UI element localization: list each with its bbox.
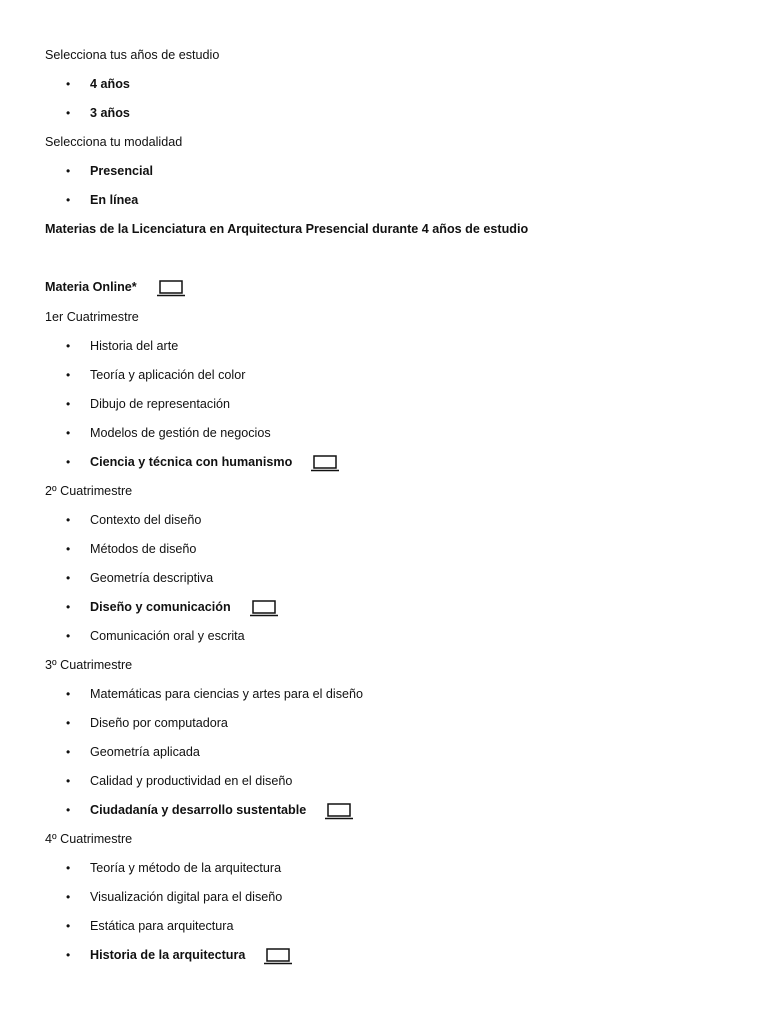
subject-item [66, 941, 293, 970]
bullet-icon: • [66, 513, 71, 527]
subject-name: Visualización digital para el diseño [90, 890, 283, 904]
subject-name: Métodos de diseño [90, 542, 197, 556]
subject-item [66, 680, 363, 709]
year-option-4[interactable] [66, 70, 130, 99]
bullet-icon: • [66, 426, 71, 440]
subject-name: Geometría aplicada [90, 745, 200, 759]
subject-item [66, 854, 281, 883]
subject-name: Matemáticas para ciencias y artes para el diseño [90, 687, 363, 701]
laptop-icon [249, 599, 279, 617]
subject-item [66, 448, 340, 477]
subject-name: Dibujo de representación [90, 397, 231, 411]
bullet-icon: • [66, 687, 71, 701]
term-title: 3º Cuatrimestre [45, 658, 133, 672]
bullet-icon: • [66, 397, 71, 411]
subject-name: Ciencia y técnica con humanismo [90, 455, 293, 469]
subject-item [66, 564, 213, 593]
subject-item [66, 361, 245, 390]
subject-name: Estática para arquitectura [90, 919, 234, 933]
subject-item [66, 506, 201, 535]
laptop-icon [156, 279, 186, 297]
bullet-icon: • [66, 919, 71, 933]
bullet-icon: • [66, 948, 71, 962]
subject-name: Historia del arte [90, 339, 179, 353]
year-option-label: 3 años [90, 106, 130, 120]
years-prompt: Selecciona tus años de estudio [45, 48, 220, 62]
subject-item [66, 912, 234, 941]
bullet-icon: • [66, 455, 71, 469]
bullet-icon: • [66, 339, 71, 353]
subject-name: Teoría y método de la arquitectura [90, 861, 282, 875]
bullet-icon: • [66, 77, 71, 91]
modality-option-online[interactable] [66, 186, 138, 215]
modality-prompt: Selecciona tu modalidad [45, 135, 183, 149]
modality-option-presencial[interactable] [66, 157, 153, 186]
bullet-icon: • [66, 890, 71, 904]
year-option-label: 4 años [90, 77, 130, 91]
term-title: 4º Cuatrimestre [45, 832, 133, 846]
subject-item [66, 767, 292, 796]
bullet-icon: • [66, 542, 71, 556]
year-option-3[interactable] [66, 99, 130, 128]
subject-item [66, 419, 271, 448]
subject-name: Teoría y aplicación del color [90, 368, 246, 382]
bullet-icon: • [66, 629, 71, 643]
bullet-icon: • [66, 164, 71, 178]
subject-name: Modelos de gestión de negocios [90, 426, 271, 440]
bullet-icon: • [66, 571, 71, 585]
bullet-icon: • [66, 803, 71, 817]
subject-item [66, 738, 200, 767]
subject-item [66, 390, 230, 419]
subject-name: Calidad y productividad en el diseño [90, 774, 293, 788]
laptop-icon [324, 802, 354, 820]
online-legend-label: Materia Online* [45, 280, 137, 294]
bullet-icon: • [66, 193, 71, 207]
subject-item [66, 883, 282, 912]
laptop-icon [310, 454, 340, 472]
subject-name: Historia de la arquitectura [90, 948, 246, 962]
subject-item [66, 535, 196, 564]
subject-item [66, 622, 245, 651]
laptop-icon [263, 947, 293, 965]
subject-name: Contexto del diseño [90, 513, 202, 527]
bullet-icon: • [66, 106, 71, 120]
online-legend [45, 273, 186, 302]
modality-option-label: En línea [90, 193, 139, 207]
bullet-icon: • [66, 774, 71, 788]
subject-name: Geometría descriptiva [90, 571, 214, 585]
program-heading: Materias de la Licenciatura en Arquitectura Presencial durante 4 años de estudio [45, 222, 529, 236]
subject-item [66, 593, 279, 622]
subject-item [66, 796, 354, 825]
subject-name: Diseño por computadora [90, 716, 228, 730]
bullet-icon: • [66, 745, 71, 759]
subject-name: Ciudadanía y desarrollo sustentable [90, 803, 307, 817]
subject-name: Comunicación oral y escrita [90, 629, 245, 643]
bullet-icon: • [66, 368, 71, 382]
subject-name: Diseño y comunicación [90, 600, 231, 614]
bullet-icon: • [66, 716, 71, 730]
term-title: 1er Cuatrimestre [45, 310, 139, 324]
modality-option-label: Presencial [90, 164, 154, 178]
subject-item [66, 709, 228, 738]
term-title: 2º Cuatrimestre [45, 484, 133, 498]
bullet-icon: • [66, 861, 71, 875]
bullet-icon: • [66, 600, 71, 614]
subject-item [66, 332, 178, 361]
